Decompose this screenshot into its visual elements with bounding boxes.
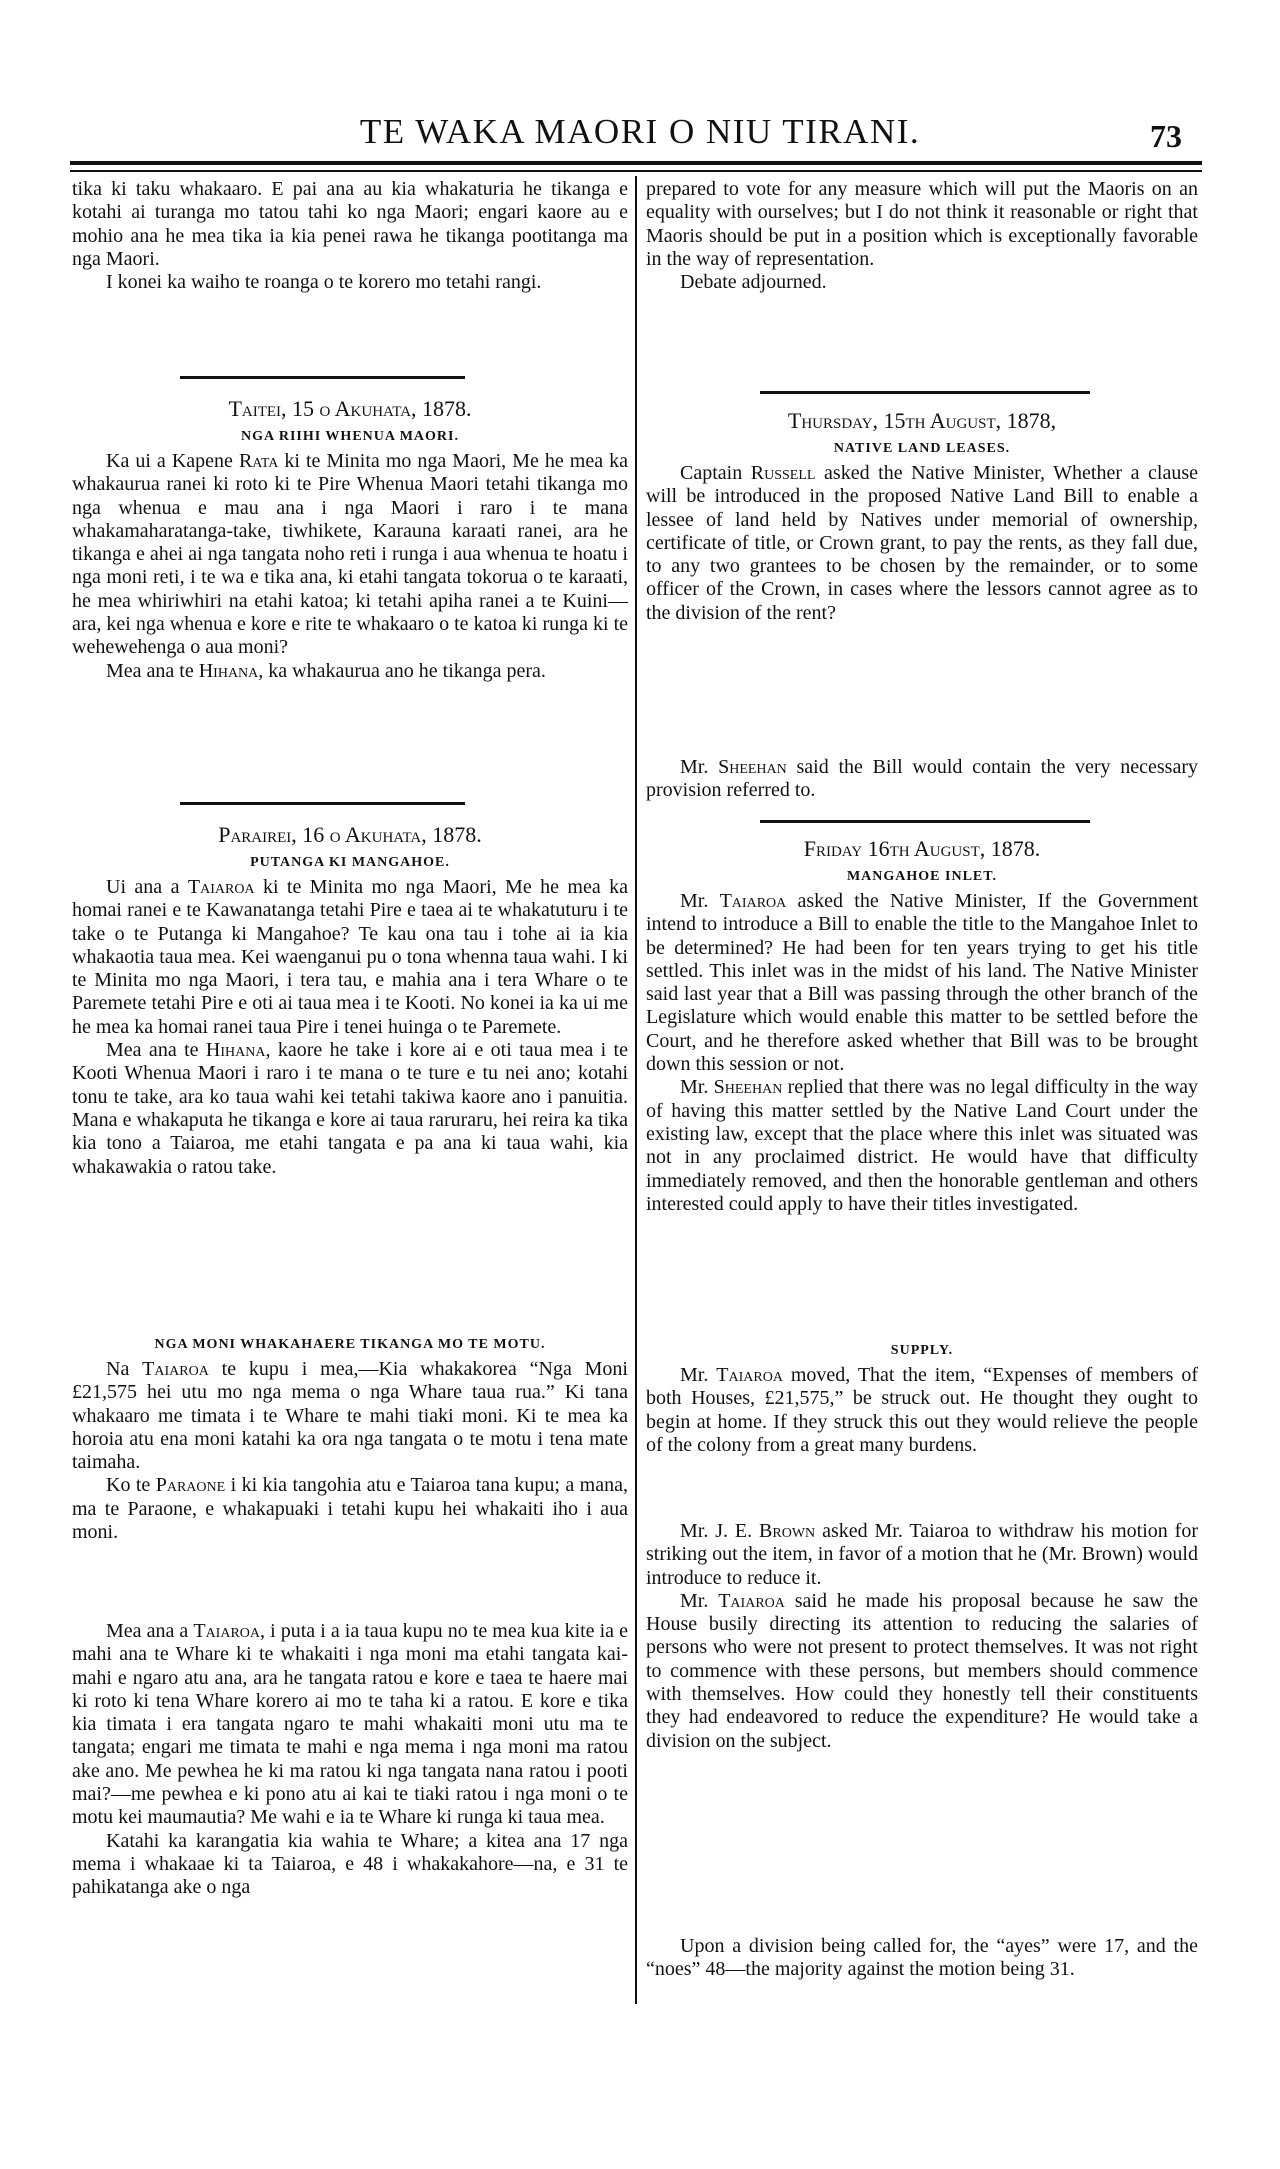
article-section [72, 396, 628, 683]
speaker-name: Taiaroa [718, 1589, 785, 1612]
paragraph-text: tika ki taku whakaaro. E pai ana au kia whakaturia he tikanga e kotahi ai turanga mo tatou tahi ko nga Maori; engari kaore au e mohio ana he mea tika ia kia penei rawa he tikanga pootitanga ma nga Maori. [72, 178, 628, 270]
paragraph [72, 271, 628, 294]
paragraph-text: , ka whakaurua ano he tikanga pera. [258, 659, 546, 682]
column-divider [635, 176, 637, 2004]
page-number: 73 [1150, 118, 1182, 154]
paragraph [646, 1076, 1198, 1216]
paragraph-text: moved, That the item, “Expenses of members of both Houses, £21,575,” be struck out. He thought they ought to begin at home. If they struck this out they would relieve the people of the colony from a great many burdens. [646, 1364, 1199, 1456]
section-divider-rule [760, 391, 1090, 394]
section-date-heading: Friday 16th August, 1878. [803, 836, 1041, 861]
section-date-heading: Parairei, 16 o Akuhata, 1878. [218, 822, 482, 847]
speaker-name: Brown [759, 1520, 816, 1542]
article-section [72, 1336, 628, 1544]
speaker-name: Taiaroa [716, 1364, 783, 1386]
paragraph-text: Mr. [680, 890, 720, 912]
speaker-name: Rata [238, 450, 279, 472]
paragraph [72, 1474, 628, 1544]
paragraph-text: Mea ana te [106, 659, 199, 682]
paragraph [646, 178, 1198, 271]
article-section [646, 408, 1198, 625]
speaker-name: Paraone [155, 1474, 226, 1497]
paragraph-text: said the Bill would contain the very necessary provision referred to. [646, 756, 1198, 802]
paragraph-text: I konei ka waiho te roanga o te korero mo tetahi rangi. [106, 271, 542, 294]
section-subheading: NATIVE LAND LEASES. [833, 441, 1011, 456]
paragraph-text: i ki kia tangohia atu e Taiaroa tana kupu; a mana, ma te Paraone, e whakapuaki i tetahi kupu hei whakaiti iho i aua moni. [72, 1474, 628, 1544]
paragraph-text: Ui ana a [106, 876, 188, 898]
paragraph-text: , i puta i a ia taua kupu no te mea kua kite ia e mahi ana te Whare ki te whakaiti i nga moni ma etahi tangata kai-mahi e ngaro atu ana, ara he tangata ratou e kore e taea te haere mai ki roto ki tena Whare korero ai mo te taha ki a ratou. E kore e tika kia timata i era tangata ngaro te mahi whakaiti moni utu ma te tangata; engari me timata te mahi e nga mema i nga moni ma ratou ake ano. Me pewhea he ki ma ratou ki nga tangata nana ratou i pooti mai?—me pewhea e ki pono atu ai kai te tiaki ratou i nga moni o te motu kei maumautia? Me wahi e ia te Whare ki runga ki taua mea. [72, 1620, 628, 1829]
paragraph [646, 1935, 1198, 1982]
paragraph-text: Na [106, 1358, 143, 1380]
paragraph-text: te kupu i mea,—Kia whakakorea “Nga Moni £21,575 hei utu mo nga mema o nga Whare taua rua.” Ki tana whakaaro me timata i te Whare te mahi tiaki moni. Ki te mea ka horoia atu ena moni katahi ka ora nga tangata o te motu i tena mate taimaha. [72, 1358, 628, 1474]
paragraph-text: asked the Native Minister, If the Government intend to introduce a Bill to enable the title to the Mangahoe Inlet to be determined? He had been for ten years trying to get his title settled. This inlet was in the midst of his land. The Native Minister said last year that a Bill was passing through the other branch of the Legislature which would enable this matter to be settled before the Court, and he therefore asked whether that Bill was to be brought down this session or not. [646, 890, 1198, 1076]
section-date-heading: Thursday, 15th August, 1878, [787, 408, 1057, 433]
paragraph-text: said he made his proposal because he saw the House busily directing its attention to reducing the salaries of persons who were not present to protect themselves. It was not right to commence with these persons, but members should commence with themselves. How could they honestly tell their constituents they had endeavored to reduce the expenditure? He would take a division on the subject. [646, 1589, 1199, 1752]
paragraph-text: Mr. J. E. [680, 1520, 760, 1542]
paragraph [646, 1520, 1198, 1590]
speaker-name: Hihana [205, 1039, 266, 1062]
paragraph [72, 1039, 628, 1179]
speaker-name: Taiaroa [142, 1358, 209, 1380]
section-subheading: MANGAHOE INLET. [846, 869, 998, 884]
paragraph-text: , kaore he take i kore ai e oti taua mea i te Kooti Whenua Maori i raro i te mana o te ture e tu nei ano; kotahi tonu te take, ara ko taua wahi kei tetahi takiwa kaore ano i panuitia. Mana e whakaputa he tikanga e kore ai taua raruraru, hei reira ka tika kia tono a Taiaroa, me etahi tangata e pa ana ki taua wahi, kia whakawakia o ratou take. [72, 1039, 628, 1178]
paragraph [646, 756, 1198, 803]
article-section [646, 756, 1198, 803]
article-section [72, 822, 628, 1179]
speaker-name: Sheehan [713, 1076, 783, 1099]
paragraph-text: Mr. [680, 1076, 714, 1099]
speaker-name: Taiaroa [193, 1620, 261, 1642]
paragraph-text: Upon a division being called for, the “ayes” were 17, and the “noes” 48—the majority against the motion being 31. [646, 1935, 1198, 1981]
paragraph [646, 462, 1198, 625]
paragraph [72, 1620, 628, 1830]
article-section [72, 178, 628, 294]
paragraph-text: Katahi ka karangatia kia wahia te Whare; a kitea ana 17 nga mema i whakaae ki ta Taiaroa, e 48 i whakakahore—na, e 31 te pahikatanga ake o nga [72, 1829, 628, 1899]
paragraph-text: Mr. [680, 1589, 719, 1612]
paragraph [72, 450, 628, 660]
section-divider-rule [180, 802, 465, 805]
speaker-name: Russell [750, 462, 816, 484]
paragraph-text: ki te Minita mo nga Maori, Me he mea ka homai ranei e te Kawanatanga tetahi Pire e taea ai te whakatuturu i te take o te Putanga ki Mangahoe? Te kau ona tau i tohe ai ia kia whakaotia taua mea. Kei waenganui pu o tona whenna taua wahi. I ki te Minita mo nga Maori, i tera tau, e mahia ana i tera Whare o te Paremete tetahi Pire e oti ai taua mea i te Kooti. No konei ia ka ui me he mea ka homai ranei taua Pire i tenei huinga o te Paremete. [72, 876, 629, 1038]
paragraph-text: Ko te [106, 1474, 156, 1497]
speaker-name: Taiaroa [187, 876, 255, 898]
paragraph-text: Mea ana a [106, 1620, 194, 1642]
section-date-heading: Taitei, 15 o Akuhata, 1878. [228, 396, 472, 421]
article-section [72, 1620, 628, 1900]
paragraph-text: Captain [680, 462, 751, 484]
header-rule-thick [70, 161, 1202, 165]
header-rule-thin [70, 170, 1202, 172]
section-subheading: NGA MONI WHAKAHAERE TIKANGA MO TE MOTU. [154, 1337, 546, 1352]
section-subheading: PUTANGA KI MANGAHOE. [250, 855, 450, 870]
paragraph [72, 178, 628, 271]
paragraph [72, 876, 628, 1039]
paragraph-text: asked Mr. Taiaroa to withdraw his motion for striking out the item, in favor of a motion that he (Mr. Brown) would introduce to reduce it. [646, 1520, 1198, 1589]
paragraph-text: replied that there was no legal difficulty in the way of having this matter settled by the Native Land Court under the existing law, except that the place where this inlet was situated was not in any proclaimed district. He would have that difficulty immediately removed, and then the honorable gentleman and others interested could apply to have their titles investigated. [646, 1076, 1198, 1215]
paragraph-text: Mr. [680, 756, 719, 778]
speaker-name: Hihana [198, 659, 259, 682]
article-section [646, 836, 1198, 1216]
paragraph [72, 1830, 628, 1900]
masthead-title: TE WAKA MAORI O NIU TIRANI. [359, 112, 921, 151]
paragraph-text: prepared to vote for any measure which will put the Maoris on an equality with ourselves; but I do not think it reasonable or right that Maoris should be put in a position which is exceptionally favorable in the way of representation. [646, 178, 1198, 270]
paragraph-text: asked the Native Minister, Whether a clause will be introduced in the proposed Native Land Bill to enable a lessee of land held by Natives under memorial of ownership, certificate of title, or Crown grant, to pay the rents, as they fall due, to any two grantees to be chosen by the remainder, or to some officer of the Crown, in cases where the lessors cannot agree as to the division of the rent? [646, 462, 1198, 624]
section-divider-rule [180, 376, 465, 379]
paragraph [72, 1358, 628, 1474]
section-subheading: NGA RIIHI WHENUA MAORI. [241, 429, 459, 444]
paragraph-text: Debate adjourned. [680, 271, 827, 294]
paragraph [646, 890, 1198, 1076]
article-section [646, 1935, 1198, 1982]
paragraph-text: Mr. [680, 1364, 717, 1386]
paragraph-text: Mea ana te [106, 1039, 206, 1062]
paragraph-text: Ka ui a Kapene [106, 450, 239, 472]
paragraph [646, 1364, 1198, 1457]
paragraph-text: ki te Minita mo nga Maori, Me he mea ka whakaurua ranei ki roto ki te Pire Whenua Maori tetahi tikanga mo nga whenua e mau ana i nga Maori i raro i te mana whakamaharatanga-take, tiwhikete, Karauna karaati ranei, ara he tikanga e ahei ai nga tangata noho reti i runga i aua whenua te hoatu i nga moni reti, i te wa e tika ana, ki etahi tangata tokorua o te karaati, he mea whiriwhiri na etahi katoa; ki tetahi apiha ranei a te Kuini—ara, kei nga whenua e kore e rite te whakaaro o te katoa ki runga ki te wehewehenga o aua moni? [72, 450, 629, 659]
section-divider-rule [760, 820, 1090, 823]
speaker-name: Taiaroa [719, 890, 787, 912]
paragraph [646, 1590, 1198, 1753]
article-section [646, 1520, 1198, 1753]
paragraph [646, 271, 1198, 294]
speaker-name: Sheehan [718, 756, 787, 778]
section-subheading: SUPPLY. [890, 1343, 954, 1358]
article-section [646, 178, 1198, 294]
paragraph [72, 660, 628, 683]
article-section [646, 1342, 1198, 1457]
